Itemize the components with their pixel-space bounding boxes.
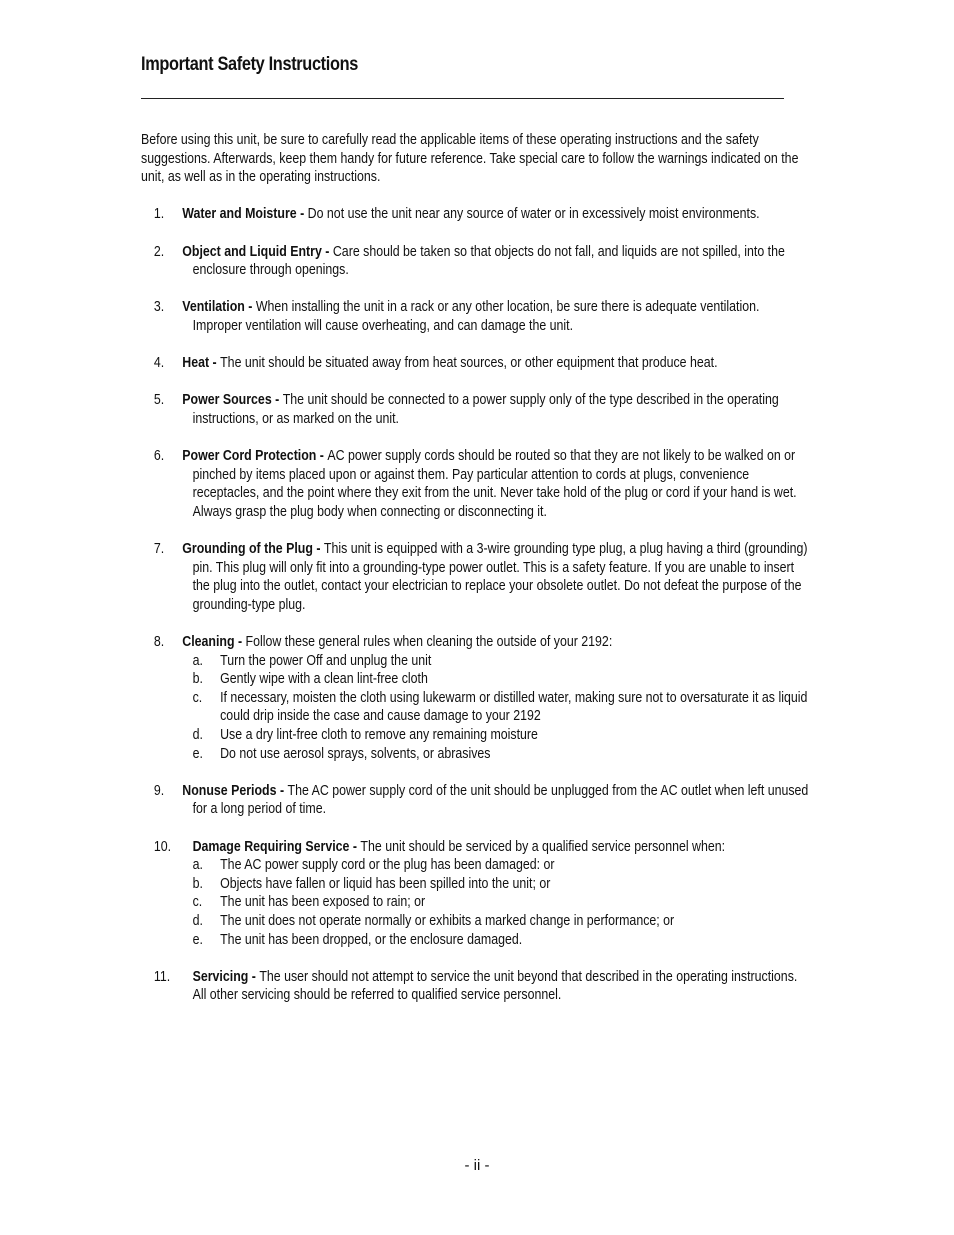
safety-item bbox=[141, 298, 812, 335]
item-number: 2. bbox=[153, 243, 165, 260]
item-separator: - bbox=[248, 968, 260, 985]
item-number: 11. bbox=[153, 968, 171, 985]
sub-list-item bbox=[182, 745, 812, 764]
safety-item bbox=[141, 447, 812, 521]
sub-item-text: The unit has been dropped, or the enclosure damaged. bbox=[220, 931, 523, 948]
sub-list bbox=[182, 652, 812, 764]
item-title: Power Cord Protection bbox=[182, 448, 317, 465]
item-separator: - bbox=[316, 448, 328, 465]
item-text: This unit is equipped with a 3-wire grounding type plug, a plug having a third (grounding) pin. This plug will only fit into a grounding-type power outlet. This is a safety feature. If you are unable to insert the plug into the outlet, contact your electrician to replace your obsolete outlet. Do not defeat the purpose of the grounding-type plug. bbox=[192, 541, 808, 613]
intro-paragraph: Before using this unit, be sure to carefully read the applicable items of these operating instructions and the safety suggestions. Afterwards, keep them handy for future reference. Take special care to follow the warnings indicated on the unit, as well as in the operating instructions. bbox=[141, 132, 799, 186]
sub-item-letter: d. bbox=[192, 727, 203, 743]
sub-list-item bbox=[182, 856, 812, 875]
item-number: 7. bbox=[153, 541, 165, 558]
item-separator: - bbox=[349, 838, 361, 855]
item-title: Power Sources bbox=[182, 392, 272, 409]
sub-item-text: The AC power supply cord or the plug has been damaged: or bbox=[220, 857, 555, 874]
item-title: Ventilation bbox=[182, 299, 245, 316]
safety-item bbox=[141, 205, 812, 224]
sub-item-letter: a. bbox=[192, 857, 203, 874]
item-separator: - bbox=[312, 541, 324, 558]
item-body bbox=[182, 447, 812, 521]
sub-item-letter: d. bbox=[192, 912, 203, 929]
item-title: Servicing bbox=[192, 968, 249, 985]
item-body bbox=[182, 633, 812, 652]
sub-item-text: The unit has been exposed to rain; or bbox=[220, 894, 426, 911]
item-number: 6. bbox=[153, 448, 165, 465]
item-number: 4. bbox=[153, 355, 165, 372]
item-number: 10. bbox=[153, 838, 172, 855]
item-text: The unit should be situated away from heat sources, or other equipment that produce heat. bbox=[220, 355, 718, 372]
sub-item-text: Gently wipe with a clean lint-free cloth bbox=[220, 671, 428, 688]
page-title: Important Safety Instructions bbox=[141, 54, 359, 75]
item-title: Nonuse Periods bbox=[182, 782, 277, 799]
sub-item-letter: a. bbox=[192, 652, 203, 669]
item-text: AC power supply cords should be routed so that they are not likely to be walked on or pinched by items placed upon or against them. Pay particular attention to cords at plugs, convenience receptacles, and the point where they exit from the unit. Never take hold of the plug or cord if your hand is wet. Always grasp the plug body when connecting or disconnecting it. bbox=[192, 448, 797, 520]
item-body bbox=[182, 298, 812, 335]
item-number: 5. bbox=[153, 392, 165, 409]
sub-item-text: Objects have fallen or liquid has been spilled into the unit; or bbox=[220, 875, 551, 892]
sub-item-letter: b. bbox=[192, 875, 203, 892]
item-title: Grounding of the Plug bbox=[182, 541, 313, 558]
item-number: 9. bbox=[153, 782, 165, 799]
safety-item bbox=[141, 968, 812, 1005]
sub-list-item bbox=[182, 875, 812, 894]
item-body bbox=[182, 838, 812, 857]
safety-item bbox=[141, 782, 812, 819]
safety-item bbox=[141, 633, 812, 763]
sub-list-item bbox=[182, 726, 812, 745]
item-text: When installing the unit in a rack or any other location, be sure there is adequate ventilation. Improper ventilation will cause overheating, and can damage the unit. bbox=[192, 299, 760, 334]
item-number: 1. bbox=[153, 206, 165, 223]
item-text: The AC power supply cord of the unit should be unplugged from the AC outlet when left unused for a long period of time. bbox=[192, 782, 809, 818]
item-separator: - bbox=[244, 299, 256, 316]
item-separator: - bbox=[234, 634, 246, 651]
sub-item-text: Do not use aerosol sprays, solvents, or abrasives bbox=[220, 745, 491, 762]
sub-list-item bbox=[182, 689, 812, 726]
item-title: Heat bbox=[182, 355, 210, 372]
sub-list bbox=[182, 856, 812, 949]
safety-item bbox=[141, 391, 812, 428]
item-separator: - bbox=[271, 392, 283, 409]
item-text: Care should be taken so that objects do not fall, and liquids are not spilled, into the enclosure through openings. bbox=[192, 243, 785, 279]
sub-list-item bbox=[182, 652, 812, 671]
safety-item bbox=[141, 354, 812, 373]
item-text: The unit should be serviced by a qualified service personnel when: bbox=[360, 838, 726, 855]
sub-item-text: Use a dry lint-free cloth to remove any remaining moisture bbox=[220, 727, 538, 743]
safety-item bbox=[141, 243, 812, 280]
sub-list-item bbox=[182, 893, 812, 912]
item-separator: - bbox=[276, 782, 288, 799]
item-title: Damage Requiring Service bbox=[192, 838, 350, 855]
sub-item-text: The unit does not operate normally or exhibits a marked change in performance; or bbox=[220, 912, 675, 929]
item-title: Object and Liquid Entry bbox=[182, 243, 322, 260]
title-underline bbox=[141, 98, 784, 99]
item-body bbox=[182, 782, 812, 819]
item-text: Follow these general rules when cleaning the outside of your 2192: bbox=[245, 634, 613, 651]
item-text: Do not use the unit near any source of water or in excessively moist environments. bbox=[307, 206, 760, 223]
item-text: The unit should be connected to a power supply only of the type described in the operating instructions, or as marked on the unit. bbox=[192, 392, 779, 427]
item-title: Cleaning bbox=[182, 634, 235, 651]
safety-item bbox=[141, 838, 812, 950]
item-number: 8. bbox=[153, 634, 165, 651]
item-separator: - bbox=[296, 206, 308, 223]
item-body bbox=[182, 391, 812, 428]
item-separator: - bbox=[321, 243, 333, 260]
item-number: 3. bbox=[153, 299, 165, 316]
sub-item-letter: b. bbox=[192, 671, 203, 688]
item-body bbox=[182, 968, 812, 1005]
page-number: - ii - bbox=[464, 1157, 490, 1174]
safety-list bbox=[141, 205, 812, 1005]
sub-item-letter: c. bbox=[192, 894, 203, 911]
item-body bbox=[182, 205, 812, 224]
sub-item-text: Turn the power Off and unplug the unit bbox=[220, 652, 432, 669]
sub-item-text: If necessary, moisten the cloth using lukewarm or distilled water, making sure not to oversaturate it as liquid could drip inside the case and cause damage to your 2192 bbox=[220, 689, 808, 725]
item-body bbox=[182, 354, 812, 373]
item-body bbox=[182, 243, 812, 280]
safety-item bbox=[141, 540, 812, 614]
sub-item-letter: e. bbox=[192, 745, 203, 762]
sub-list-item bbox=[182, 931, 812, 950]
sub-item-letter: e. bbox=[192, 931, 203, 948]
item-separator: - bbox=[209, 355, 221, 372]
sub-list-item bbox=[182, 670, 812, 689]
item-body bbox=[182, 540, 812, 614]
sub-item-letter: c. bbox=[192, 689, 203, 706]
item-title: Water and Moisture bbox=[182, 206, 297, 223]
document-body bbox=[141, 131, 812, 1024]
sub-list-item bbox=[182, 912, 812, 931]
item-text: The user should not attempt to service the unit beyond that described in the operating instructions. All other servicing should be referred to qualified service personnel. bbox=[192, 968, 798, 1004]
